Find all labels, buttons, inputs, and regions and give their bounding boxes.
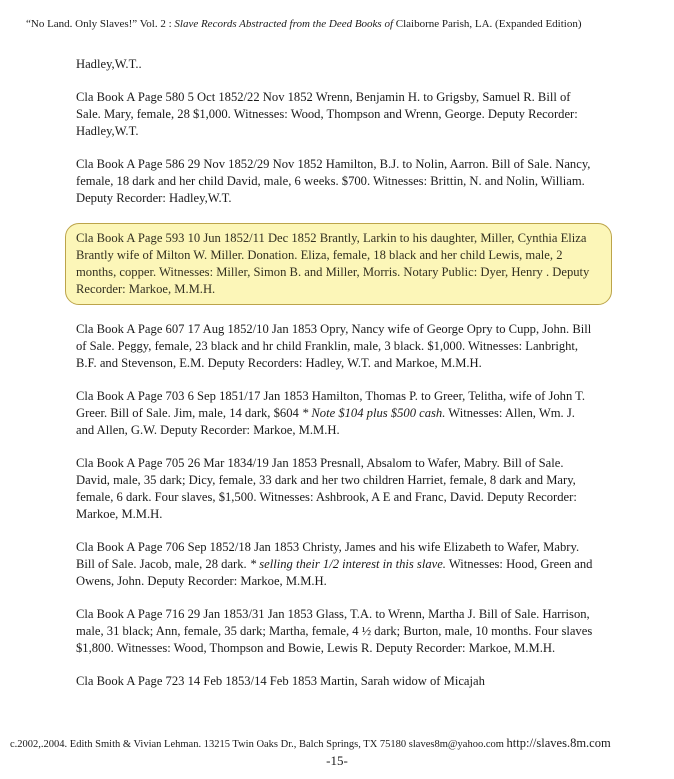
header-prefix: “No Land. Only Slaves!” Vol. 2 : bbox=[26, 18, 175, 30]
record-text: Cla Book A Page 716 29 Jan 1853/31 Jan 1853 Glass, T.A. to Wrenn, Martha J. Bill of Sale. Harrison, male, 31 black; Ann, female, 35 dark; Martha, female, 4 ½ dark; Burton, male, 10 months. Four slaves $1,800. Witnesses: Wood, Thompson and Bowie, Lewis R. Deputy Recorder: Markoe, M.M.H. bbox=[76, 607, 593, 655]
record-list bbox=[76, 56, 596, 706]
header-suffix: Claiborne Parish, LA. (Expanded Edition) bbox=[393, 18, 582, 30]
record-entry-page-706 bbox=[76, 539, 596, 590]
header-book-title: Slave Records Abstracted from the Deed Books of bbox=[174, 18, 394, 30]
record-entry-page-580 bbox=[76, 89, 596, 140]
record-text-after: Witnesses: Allen, Wm. J. and Allen, G.W. Deputy Recorder: Markoe, M.M.H. bbox=[76, 406, 575, 437]
record-entry-page-716 bbox=[76, 606, 596, 657]
record-text: Cla Book A Page 705 26 Mar 1834/19 Jan 1853 Presnall, Absalom to Wafer, Mabry. Bill of Sale. David, male, 35 dark; Dicy, female, 33 dark and her two children Harriet, female, 8 dark and Mary, female, 6 dark. Four slaves, $1,500. Witnesses: Ashbrook, A E and Franc, David. Deputy Recorder: Markoe, M.M.H. bbox=[76, 456, 577, 521]
record-note: * Note $104 plus $500 cash. bbox=[301, 406, 446, 420]
record-note: * selling their 1/2 interest in this slave. bbox=[249, 557, 446, 571]
page-number: -15- bbox=[326, 753, 348, 768]
record-text-after: Witnesses: Hood, Green and Owens, John. Deputy Recorder: Markoe, M.M.H. bbox=[76, 557, 593, 588]
record-text: Cla Book A Page 703 6 Sep 1851/17 Jan 1853 Hamilton, Thomas P. to Greer, Telitha, wife of John T. Greer. Bill of Sale. Jim, male, 14 dark, $604 bbox=[76, 389, 586, 420]
record-entry-page-586 bbox=[76, 156, 596, 207]
running-header bbox=[26, 18, 666, 30]
footer-credits: c.2002,.2004. Edith Smith & Vivian Lehman. 13215 Twin Oaks Dr., Balch Springs, TX 75180 slaves8m@yahoo.com bbox=[10, 739, 507, 750]
footer-url: http://slaves.8m.com bbox=[506, 736, 611, 750]
record-entry-page-723 bbox=[76, 673, 596, 690]
record-entry-page-703 bbox=[76, 388, 596, 439]
record-entry-page-705 bbox=[76, 455, 596, 523]
record-entry-continued bbox=[76, 56, 596, 73]
record-text: Cla Book A Page 593 10 Jun 1852/11 Dec 1852 Brantly, Larkin to his daughter, Miller, Cynthia Eliza Brantly wife of Milton W. Miller. Donation. Eliza, female, 18 black and her child Lewis, male, 2 months, copper. Witnesses: Miller, Simon B. and Miller, Morris. Notary Public: Dyer, Henry . Deputy Recorder: Markoe, M.M.H. bbox=[76, 231, 590, 296]
record-text: Cla Book A Page 580 5 Oct 1852/22 Nov 1852 Wrenn, Benjamin H. to Grigsby, Samuel R. Bill of Sale. Mary, female, 28 $1,000. Witnesses: Wood, Thompson and Wrenn, George. Deputy Recorder: Hadley,W.T. bbox=[76, 90, 578, 138]
record-text: Cla Book A Page 706 Sep 1852/18 Jan 1853 Christy, James and his wife Elizabeth to Wafer, Mabry. Bill of Sale. Jacob, male, 28 dark. bbox=[76, 540, 580, 571]
record-text: Hadley,W.T.. bbox=[76, 57, 142, 71]
record-entry-page-593-highlighted bbox=[65, 223, 612, 305]
record-text: Cla Book A Page 586 29 Nov 1852/29 Nov 1852 Hamilton, B.J. to Nolin, Aarron. Bill of Sale. Nancy, female, 18 dark and her child David, male, 6 weeks. $700. Witnesses: Brittin, N. and Nolin, William. Deputy Recorder: Hadley,W.T. bbox=[76, 157, 591, 205]
record-text: Cla Book A Page 723 14 Feb 1853/14 Feb 1853 Martin, Sarah widow of Micajah bbox=[76, 674, 485, 688]
page-footer bbox=[10, 736, 668, 751]
record-text: Cla Book A Page 607 17 Aug 1852/10 Jan 1853 Opry, Nancy wife of George Opry to Cupp, John. Bill of Sale. Peggy, female, 23 black and hr child Franklin, male, 3 black. $1,000. Witnesses: Lanbright, B.F. and Stevenson, E.M. Deputy Recorders: Hadley, W.T. and Markoe, M.M.H. bbox=[76, 322, 592, 370]
record-entry-page-607 bbox=[76, 321, 596, 372]
